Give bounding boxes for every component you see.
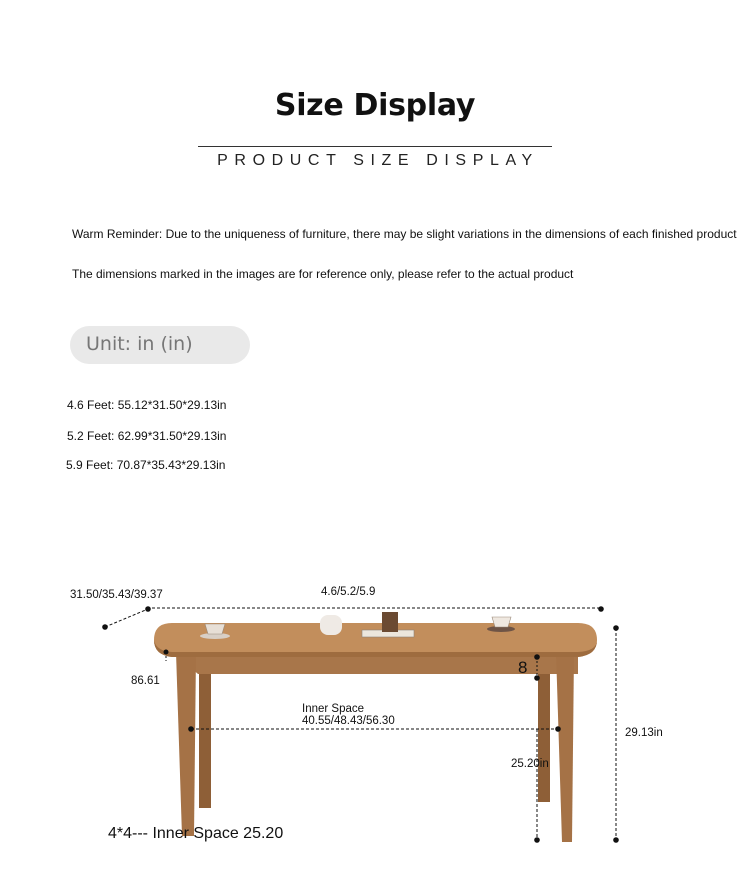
leg-inset-marker [164, 650, 169, 655]
reminder-line-2: The dimensions marked in the images are for reference only, please refer to the actual product [72, 267, 574, 281]
table-back-right-leg [538, 668, 550, 802]
depth-marker-end [145, 606, 151, 612]
leg-inset-label: 86.61 [131, 675, 160, 687]
table-front-right-leg [556, 652, 574, 842]
apron-marker-bottom [534, 675, 540, 681]
coffee-cup-left-icon [205, 624, 225, 634]
page-subtitle: PRODUCT SIZE DISPLAY [217, 152, 539, 169]
page-title: Size Display [274, 88, 476, 123]
depth-marker-start [102, 624, 108, 630]
table-front-left-leg [176, 652, 196, 836]
inner-space-marker-start [188, 726, 194, 732]
reminder-line-1: Warm Reminder: Due to the uniqueness of furniture, there may be slight variations in the dimensions of each finished product [72, 227, 737, 241]
height-label: 29.13in [625, 727, 663, 739]
apron-marker-top [534, 654, 540, 660]
inner-space-values: 40.55/48.43/56.30 [302, 715, 395, 727]
inner-space-label: Inner Space [302, 703, 365, 715]
depth-dimension-line [105, 609, 148, 627]
coffee-cup-right-icon [492, 617, 511, 627]
height-marker-top [613, 625, 619, 631]
table-back-left-leg [199, 668, 211, 808]
leg-clearance-label: 25.20in [511, 758, 549, 770]
leg-clearance-marker [534, 837, 540, 843]
inner-space-caption: 4*4--- Inner Space 25.20 [108, 825, 284, 842]
depth-label: 31.50/35.43/39.37 [70, 589, 163, 601]
picture-frame-icon [382, 612, 398, 632]
unit-badge: Unit: in (in) [70, 326, 250, 364]
apron-label: 8 [518, 658, 528, 677]
height-marker-bottom [613, 837, 619, 843]
length-label: 4.6/5.2/5.9 [321, 586, 376, 598]
size-option-5-9-feet: 5.9 Feet: 70.87*35.43*29.13in [66, 458, 226, 472]
size-option-4-6-feet: 4.6 Feet: 55.12*31.50*29.13in [67, 398, 227, 412]
vase-icon [320, 615, 342, 635]
inner-space-marker-end [555, 726, 561, 732]
size-option-5-2-feet: 5.2 Feet: 62.99*31.50*29.13in [67, 429, 227, 443]
length-marker-end [598, 606, 604, 612]
